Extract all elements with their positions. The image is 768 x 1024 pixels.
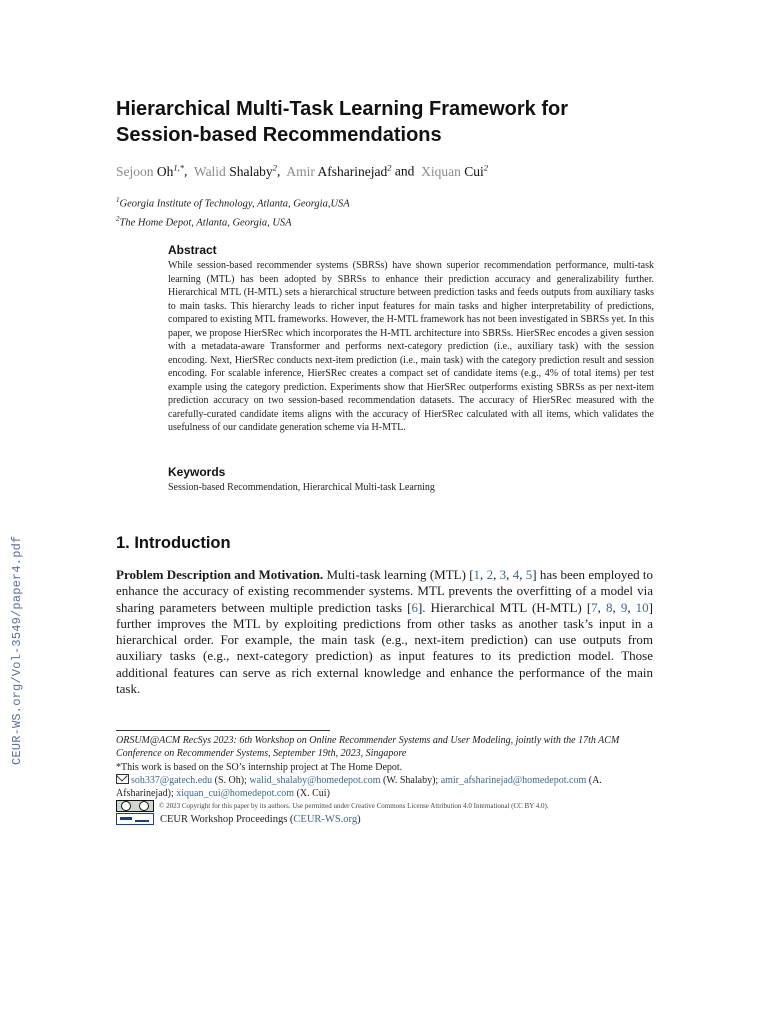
title-line-1: Hierarchical Multi-Task Learning Framework for [116,98,568,120]
citation-link[interactable]: 9 [620,599,628,615]
citation-link[interactable]: 6 [411,599,418,615]
email-link[interactable]: walid_shalaby@homedepot.com [249,774,381,786]
email-link[interactable]: xiquan_cui@homedepot.com [176,788,295,800]
ceur-text: CEUR Workshop Proceedings (CEUR-WS.org) [160,813,361,825]
footnote-divider [116,730,330,731]
citation-link[interactable]: 1 [473,567,481,582]
creative-commons-badge-icon[interactable] [116,800,154,812]
citation-link[interactable]: 7 [591,599,598,615]
author-4: Xiquan Cui$^2$ [421,162,488,179]
abstract-section [168,243,654,435]
citation-link[interactable]: 2 [486,567,494,582]
citation-link[interactable]: 3 [499,567,507,582]
email-link[interactable]: soh337@gatech.edu [131,774,213,786]
footnote-venue: ORSUM@ACM RecSys 2023: 6th Workshop on Online Recommender Systems and User Modeling, jointly with the 17th ACM Conference on Recommender Systems, September 19th, 2023, Singapore [116,735,620,760]
author-3: Amir Afsharinejad$^2$ [286,162,392,179]
introduction-paragraph: Problem Description and Motivation. Multi-task learning (MTL) [1, 2, 3, 4, 5] has been employed to enhance the accuracy of existing recommender systems. MTL prevents the overfitting of a model via sharing parameters between multiple prediction tasks [6]. Hierarchical MTL (H-MTL) [7, 8, 9, 10] further improves the MTL by exploiting predictions from other tasks as another task’s input in a hierarchical order. For example, the main task (e.g., next-item prediction) can use outputs from auxiliary tasks (e.g., next-category prediction) as input features to its prediction model. Those additional features can serve as rich external knowledge and enhance the performance of the main task. [116,567,653,697]
title-line-2: Session-based Recommendations [116,124,442,146]
abstract-heading: Abstract [168,243,217,257]
footnote-star: *This work is based on the SO’s internship project at The Home Depot. [116,761,403,773]
author-1: Sejoon $Oh^{1,*}$ [116,162,185,179]
citation-link[interactable]: 4 [512,567,520,582]
citation-link[interactable]: 8 [606,599,613,615]
author-2: Walid Shalaby$^2$ [193,162,277,179]
author-list: Sejoon $Oh^{1,*}$, Walid Shalaby$^2$, Amir Afsharinejad$^2$ and Xiquan Cui$^2$ [116,162,488,179]
email-link[interactable]: amir_afsharinejad@homedepot.com [440,774,587,786]
keywords-section [168,465,654,495]
license-row [116,800,549,812]
license-text: © 2023 Copyright for this paper by its authors. Use permitted under Creative Commons License Attribution 4.0 International (CC BY 4.0). [159,802,549,810]
section-heading-introduction: 1. Introduction [116,534,231,552]
paper-title [116,96,676,148]
citation-link[interactable]: 10 [635,599,649,615]
affiliations [116,193,350,230]
side-document-identifier[interactable]: CEUR-WS.org/Vol-3549/paper4.pdf [10,535,24,765]
ceur-logo-icon [116,813,154,825]
affiliation-1: $^1$Georgia Institute of Technology, Atlanta, Georgia,USA [116,196,350,210]
ceur-link[interactable]: CEUR-WS.org [293,813,358,825]
affiliation-2: $^2$The Home Depot, Atlanta, Georgia, USA [116,214,292,228]
paragraph-lead: Problem Description and Motivation. [116,567,324,582]
envelope-icon [116,774,129,784]
abstract-body: While session-based recommender systems (SBRSs) have shown superior recommendation performance, multi-task learning (MTL) has been adopted by SBRSs to enhance their prediction accuracy and generalizability further. Hierarchical MTL (H-MTL) sets a hierarchical structure between prediction tasks and feeds outputs from auxiliary tasks to main tasks. This hierarchy leads to richer input features for main tasks and higher interpretability of predictions, compared to existing MTL frameworks. However, the H-MTL framework has not been investigated in SBRSs yet. In this paper, we propose HierSRec which incorporates the H-MTL architecture into SBRSs. HierSRec encodes a given session with a metadata-aware Transformer and performs next-category prediction (i.e., auxiliary task) with the session encoding. Next, HierSRec conducts next-item prediction (i.e., main task) with the category prediction result and session encoding. For scalable inference, HierSRec creates a compact set of candidate items (e.g., 4% of total items) per test example using the category prediction. Experiments show that HierSRec outperforms existing SBRSs as per next-item prediction accuracy on two session-based recommendation datasets. The accuracy of HierSRec measured with the carefully-curated candidate items aligns with the accuracy of HierSRec calculated with all items, which validates the usefulness of our candidate generation scheme via H-MTL. [168,260,654,433]
keywords-heading: Keywords [168,465,226,479]
footnotes [116,734,656,800]
ceur-proceedings-row [116,813,361,825]
footnote-emails: soh337@gatech.edu (S. Oh); walid_shalaby@homedepot.com (W. Shalaby); amir_afsharinejad@homedepot.com (A. Afsharinejad); xiquan_cui@homedepot.com (X. Cui) [116,774,602,800]
citation-link[interactable]: 5 [525,567,533,582]
keywords-body: Session-based Recommendation, Hierarchical Multi-task Learning [168,482,435,493]
